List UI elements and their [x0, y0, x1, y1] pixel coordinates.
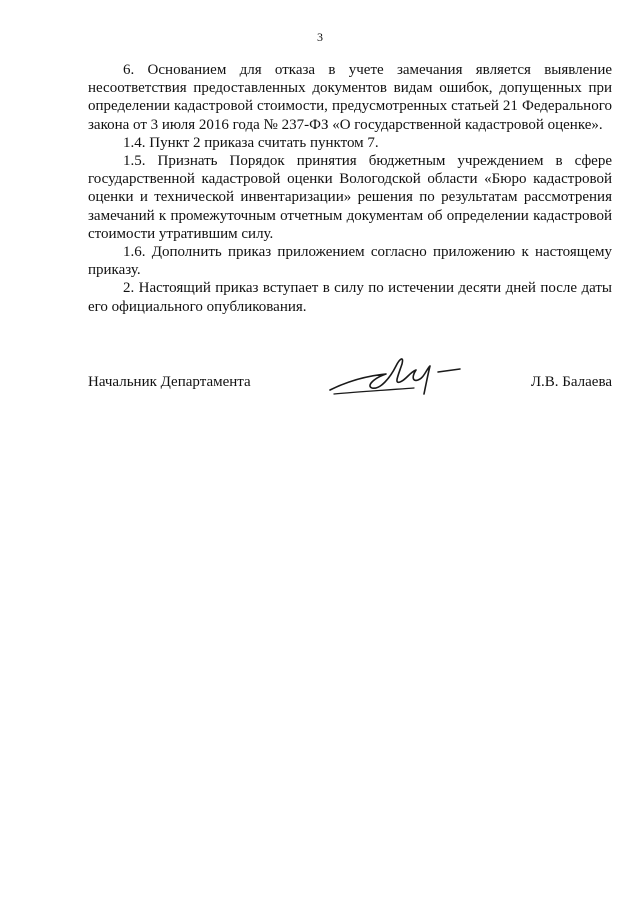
- signature-block: [88, 360, 612, 410]
- paragraph-item-2: 2. Настоящий приказ вступает в силу по истечении десяти дней после даты его официального опубликования.: [88, 280, 612, 315]
- page-number: 3: [317, 30, 323, 44]
- signatory-name: Л.В. Балаева: [530, 374, 612, 390]
- handwritten-signature-icon: [326, 352, 476, 400]
- paragraph-item-6: 6. Основанием для отказа в учете замечания является выявление несоответствия предоставленных документов видам ошибок, допущенных при определении кадастровой стоимости, предусмотренных статьей 21 Федерального закона от 3 июля 2016 года № 237-ФЗ «О государственной кадастровой оценке».: [88, 62, 612, 133]
- paragraph-item-1-6: 1.6. Дополнить приказ приложением согласно приложению к настоящему приказу.: [88, 244, 612, 279]
- paragraph-item-1-4: 1.4. Пункт 2 приказа считать пунктом 7.: [123, 134, 379, 151]
- signatory-title: Начальник Департамента: [88, 374, 251, 390]
- document-body: [88, 61, 612, 316]
- paragraph-item-1-5: 1.5. Признать Порядок принятия бюджетным учреждением в сфере государственной кадастровой оценки Вологодской области «Бюро кадастровой оценки и технической инвентаризации» решения по результатам рассмотрения замечаний к промежуточным отчетным документам об определении кадастровой стоимости утратившим силу.: [88, 153, 612, 242]
